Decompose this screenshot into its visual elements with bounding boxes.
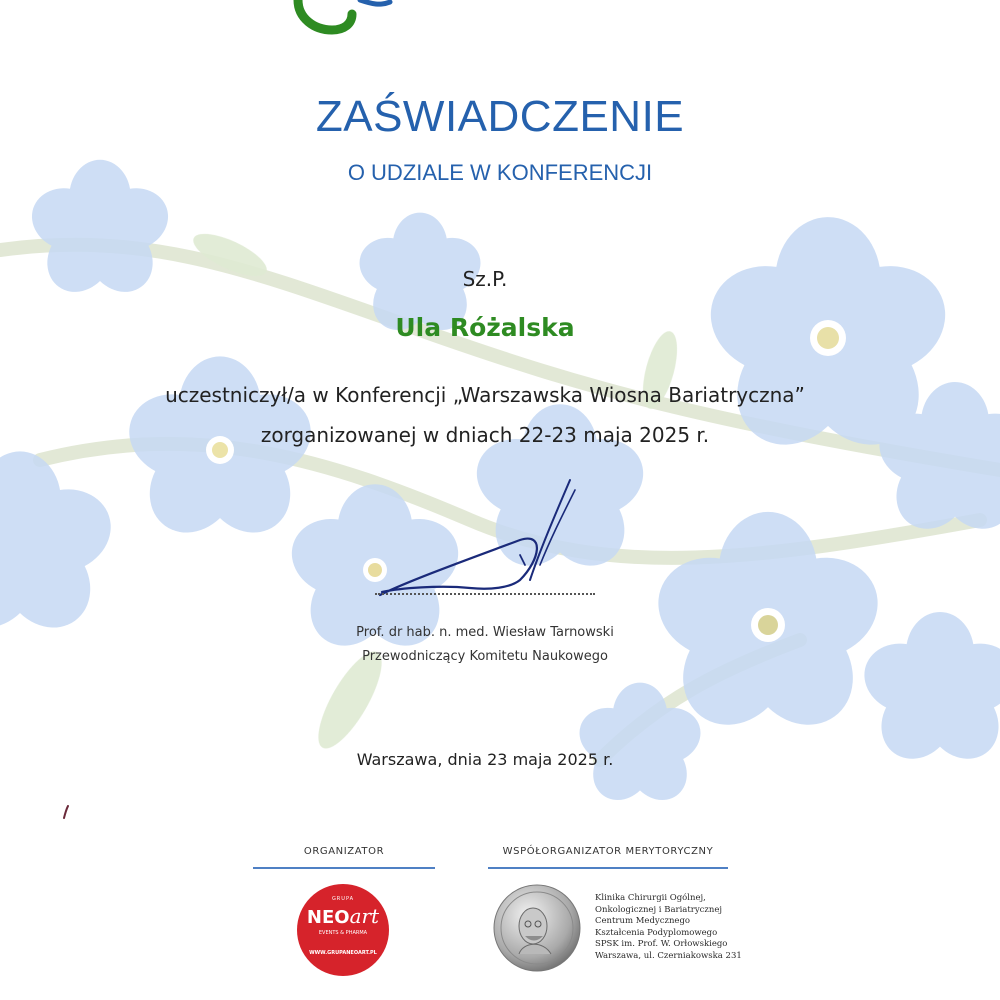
- coorganizer-label: WSPÓŁORGANIZATOR MERYTORYCZNY: [502, 846, 714, 857]
- event-dates: zorganizowanej w dniach 22-23 maja 2025 r.: [260, 423, 710, 447]
- certificate-subtitle: O UDZIALE W KONFERENCJI: [347, 160, 653, 185]
- coorganizer-divider: [488, 867, 728, 869]
- signature-line: [375, 593, 595, 595]
- neoart-logo: [297, 884, 389, 976]
- coorganizer-line: SPSK im. Prof. W. Orłowskiego: [595, 939, 728, 950]
- place-and-date: Warszawa, dnia 23 maja 2025 r.: [356, 750, 614, 769]
- neoart-url: WWW.GRUPANEOART.PL: [309, 950, 377, 956]
- neoart-tagline: EVENTS & PHARMA: [318, 930, 368, 936]
- handwritten-signature: [370, 470, 600, 600]
- neoart-wordmark-main: NEO: [306, 907, 350, 928]
- coorganizer-line: Onkologicznej i Bariatrycznej: [595, 904, 723, 915]
- participation-statement: uczestniczył/a w Konferencji „Warszawska Wiosna Bariatryczna”: [165, 383, 805, 407]
- recipient-name: Ula Różalska: [395, 313, 575, 342]
- organizer-divider: [253, 867, 435, 869]
- coorganizer-line: Klinika Chirurgii Ogólnej,: [595, 893, 706, 903]
- coorganizer-line: Centrum Medycznego: [595, 916, 691, 927]
- orlowski-medal-icon: [493, 884, 581, 972]
- neoart-wordmark: [297, 904, 389, 928]
- coorganizer-line: Warszawa, ul. Czerniakowska 231: [595, 950, 742, 961]
- organizer-label: ORGANIZATOR: [303, 846, 385, 857]
- certificate-title: ZAŚWIADCZENIE: [315, 92, 685, 141]
- signatory-role: Przewodniczący Komitetu Naukowego: [362, 649, 608, 664]
- conference-logo: [280, 0, 400, 40]
- salutation: Sz.P.: [462, 267, 508, 291]
- coorganizer-line: Kształcenia Podyplomowego: [595, 927, 718, 938]
- neoart-group-text: GRUPA: [331, 896, 355, 902]
- signatory-name: Prof. dr hab. n. med. Wiesław Tarnowski: [356, 625, 614, 640]
- coorganizer-address: [595, 893, 765, 963]
- neoart-wordmark-script: art: [349, 904, 380, 928]
- ink-mark: [62, 805, 70, 819]
